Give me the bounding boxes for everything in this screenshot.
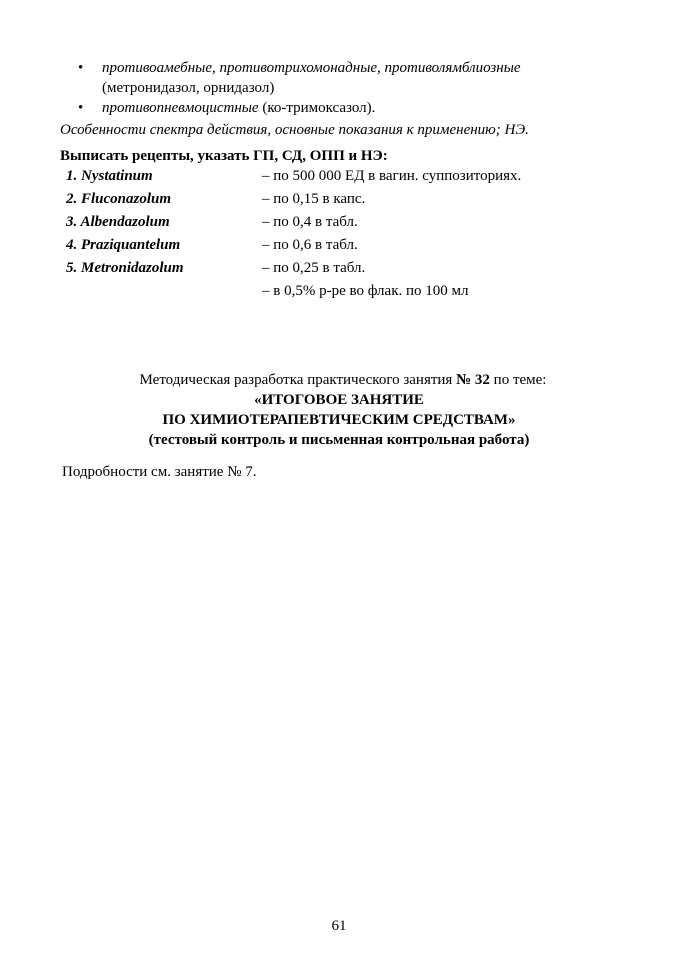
drug-dose: – по 0,4 в табл. <box>262 214 358 230</box>
page-number: 61 <box>331 918 347 934</box>
prescription-row <box>66 258 626 281</box>
method-title-line-3: (тестовый контроль и письменная контрольная работа) <box>148 432 530 448</box>
drug-name: 4. Praziquantelum <box>66 237 181 253</box>
prescription-row <box>66 166 626 189</box>
drug-name: 2. Fluconazolum <box>66 191 172 207</box>
bullet-drugs: (метронидазол, орнидазол) <box>102 80 275 96</box>
drug-dose: – по 500 000 ЕД в вагин. суппозиториях. <box>262 168 522 184</box>
bullet-dot-icon: • <box>78 60 84 76</box>
bullet-dot-icon: • <box>78 100 84 116</box>
details-line: Подробности см. занятие № 7. <box>62 464 257 480</box>
method-section <box>0 370 678 450</box>
drug-dose: – по 0,25 в табл. <box>262 260 366 276</box>
method-intro-suffix: по теме: <box>489 372 547 388</box>
bullet-item <box>76 58 636 98</box>
drug-dose: – по 0,15 в капс. <box>262 191 366 207</box>
prescription-row <box>66 235 626 258</box>
method-intro <box>0 370 678 390</box>
bullet-item <box>76 98 636 118</box>
method-intro-prefix: Методическая разработка практического занятия <box>139 372 457 388</box>
drug-name: 3. Albendazolum <box>66 214 170 230</box>
bullet-category: противоамебные, противотрихомонадные, противолямблиозные <box>102 60 521 76</box>
prescription-list <box>66 166 626 304</box>
drug-name: 5. Metronidazolum <box>66 260 184 276</box>
prescription-row <box>66 212 626 235</box>
bullet-category: противопневмоцистные <box>102 100 259 116</box>
method-title-line-2: ПО ХИМИОТЕРАПЕВТИЧЕСКИМ СРЕДСТВАМ» <box>162 412 516 428</box>
drug-name: 1. Nystatinum <box>66 168 153 184</box>
lesson-number: № 32 <box>456 372 490 388</box>
bullet-list <box>76 58 636 118</box>
task-heading: Выписать рецепты, указать ГП, СД, ОПП и НЭ: <box>60 148 388 164</box>
prescription-row <box>66 281 626 304</box>
drug-dose: – по 0,6 в табл. <box>262 237 358 253</box>
prescription-row <box>66 189 626 212</box>
method-title-line-1: «ИТОГОВОЕ ЗАНЯТИЕ <box>254 392 424 408</box>
bullet-drugs: (ко-тримоксазол). <box>258 100 376 116</box>
drug-dose: – в 0,5% р-ре во флак. по 100 мл <box>262 283 469 299</box>
features-line: Особенности спектра действия, основные показания к применению; НЭ. <box>60 122 529 138</box>
